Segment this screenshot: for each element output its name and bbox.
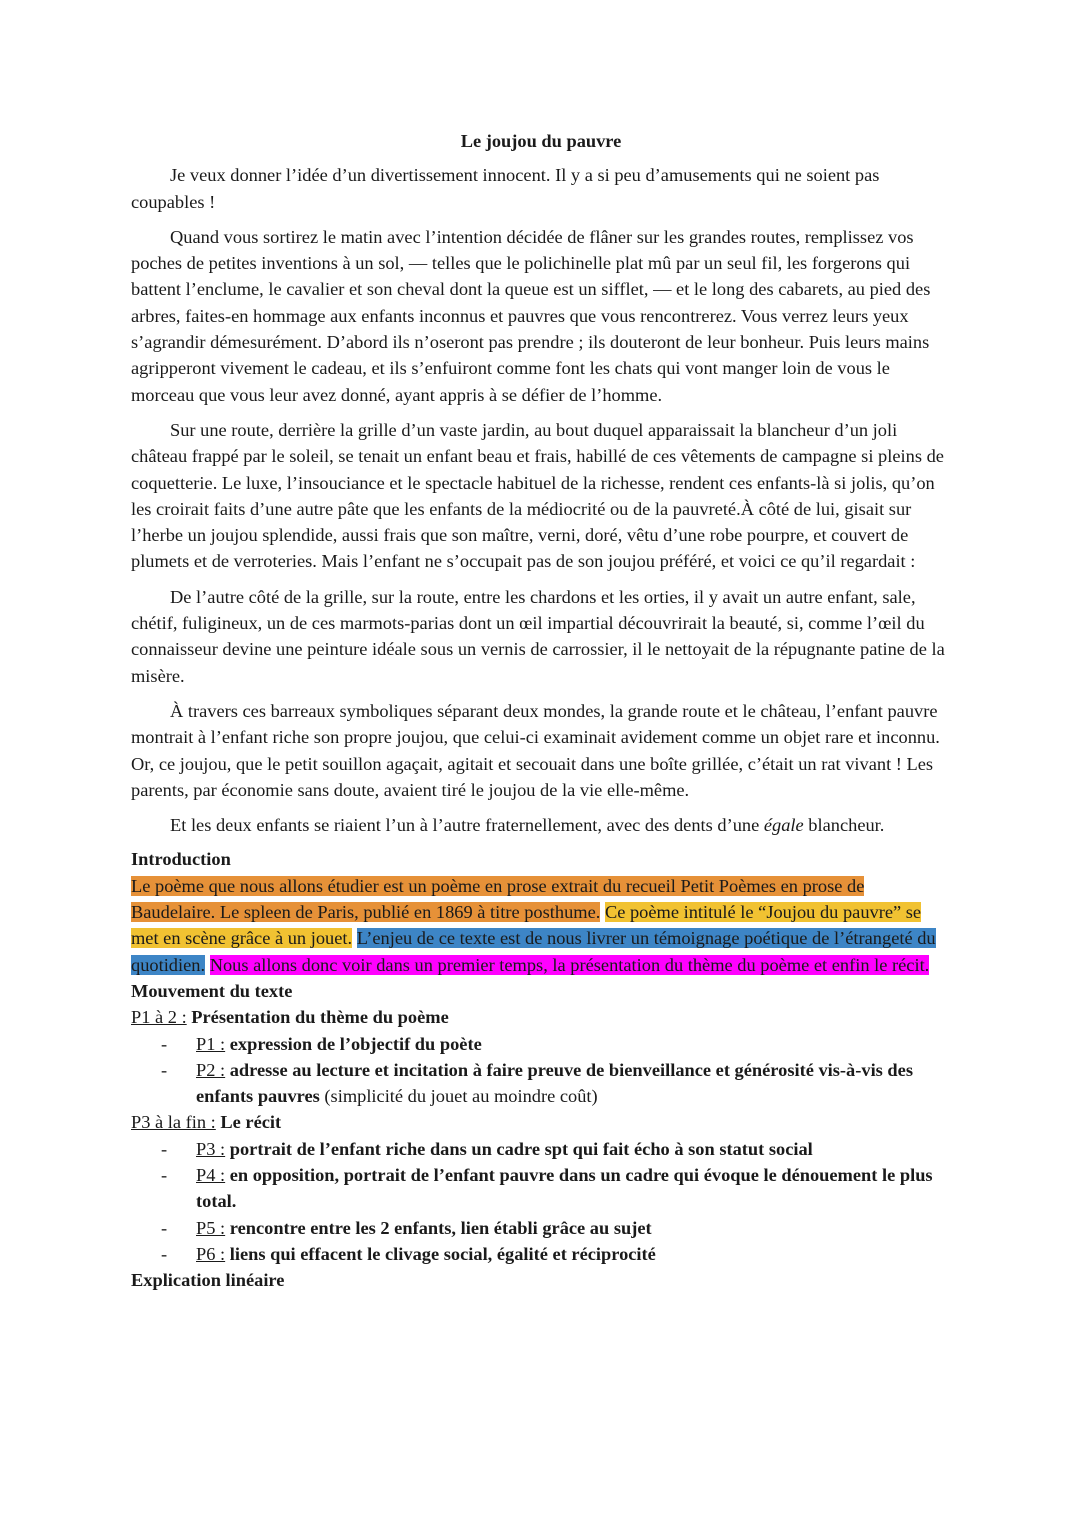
poem-paragraph-1: Je veux donner l’idée d’un divertissement innocent. Il y a si peu d’amusements qui ne soient pas coupables ! xyxy=(131,165,880,212)
list-item xyxy=(131,1031,951,1057)
introduction-heading: Introduction xyxy=(131,849,231,870)
poem-paragraph-4: De l’autre côté de la grille, sur la route, entre les chardons et les orties, il y avait un autre enfant, sale, chétif, fuligineux, un de ces marmots-parias dont un œil impartial découvrirait la beauté, si, comme l’œil du connaisseur devine une peinture idéale sous un vernis de carrossier, il le nettoyait de la répugnante patine de la misère. xyxy=(131,586,945,686)
bullet-dash: - xyxy=(161,1138,168,1159)
item-text: en opposition, portrait de l’enfant pauvre dans un cadre qui évoque le dénouement le plus total. xyxy=(196,1164,933,1212)
intro-highlight-blue: L’enjeu de ce texte est de nous livrer un témoignage poétique de l’étrangeté du quotidien. xyxy=(131,928,936,975)
list-item xyxy=(131,1162,951,1215)
list-item xyxy=(131,1136,951,1162)
mouvement-heading: Mouvement du texte xyxy=(131,980,293,1001)
section-1-list xyxy=(131,1031,951,1110)
poem-paragraph-5: À travers ces barreaux symboliques séparant deux mondes, la grande route et le château, l’enfant pauvre montrait à l’enfant riche son propre joujou, que celui-ci examinait avidement comme un objet rare et inconnu. Or, ce joujou, que le petit souillon agaçait, agitait et secouait dans une boîte grillée, c’était un rat vivant ! Les parents, par économie sans doute, avaient tiré le joujou de la vie elle-même. xyxy=(131,700,940,800)
list-item xyxy=(131,1215,951,1241)
poem-paragraph-6 xyxy=(131,812,951,838)
poem-paragraph-3: Sur une route, derrière la grille d’un vaste jardin, au bout duquel apparaissait la blancheur d’un joli château frappé par le soleil, se tenait un enfant beau et frais, habillé de ces vêtements de campagne si pleins de coquetterie. Le luxe, l’insouciance et le spectacle habituel de la richesse, rendent ces enfants-là si jolis, qu’on les croirait faits d’une autre pâte que les enfants de la médiocrité ou de la pauvreté.À côté de lui, gisait sur l’herbe un joujou splendide, aussi frais que son maître, verni, doré, vêtu d’une robe pourpre, et couvert de plumets et de verroteries. Mais l’enfant ne s’occupait pas de son joujou préféré, et voici ce qu’il regardait : xyxy=(131,419,944,572)
item-label: P5 : xyxy=(196,1217,226,1238)
section-1-label: P1 à 2 : xyxy=(131,1007,187,1028)
bullet-dash: - xyxy=(161,1217,168,1238)
section-2-title: Le récit xyxy=(215,1112,282,1133)
explication-heading: Explication linéaire xyxy=(131,1270,285,1291)
list-item xyxy=(131,1057,951,1110)
bullet-dash: - xyxy=(161,1243,168,1264)
section-1-line xyxy=(131,1004,951,1030)
bullet-dash: - xyxy=(161,1033,168,1054)
list-item xyxy=(131,1241,951,1267)
intro-highlight-orange: Le poème que nous allons étudier est un poème en prose extrait du recueil Petit Poèmes en prose de Baudelaire. Le spleen de Paris, publié en 1869 à titre posthume. xyxy=(131,875,865,923)
bullet-dash: - xyxy=(161,1164,168,1185)
poem-paragraph-6-start: Et les deux enfants se riaient l’un à l’autre fraternellement, avec des dents d’une xyxy=(170,815,764,836)
section-2-label: P3 à la fin : xyxy=(131,1112,216,1133)
poem-paragraph-6-italic: égale xyxy=(763,815,804,836)
item-label: P1 : xyxy=(196,1033,226,1054)
section-2-list xyxy=(131,1136,951,1267)
section-1-title: Présentation du thème du poème xyxy=(186,1007,449,1028)
section-2-line xyxy=(131,1109,951,1135)
document-page xyxy=(131,128,951,1293)
item-text: adresse au lecture et incitation à faire preuve de bienveillance et générosité vis-à-vis des enfants pauvres xyxy=(196,1059,913,1107)
intro-highlight-magenta: Nous allons donc voir dans un premier temps, la présentation du thème du poème et enfin le récit. xyxy=(209,954,930,975)
poem-title: Le joujou du pauvre xyxy=(460,131,622,151)
bullet-dash: - xyxy=(161,1059,168,1080)
introduction-text xyxy=(131,873,951,978)
item-text: liens qui effacent le clivage social, égalité et réciprocité xyxy=(225,1243,656,1264)
item-label: P6 : xyxy=(196,1243,226,1264)
item-text: portrait de l’enfant riche dans un cadre spt qui fait écho à son statut social xyxy=(225,1138,813,1159)
item-text: expression de l’objectif du poète xyxy=(225,1033,482,1054)
poem-paragraph-2: Quand vous sortirez le matin avec l’intention décidée de flâner sur les grandes routes, remplissez vos poches de petites inventions à un sol, — telles que le polichinelle plat mû par un seul fil, les forgerons qui battent l’enclume, le cavalier et son cheval dont la queue est un sifflet, — et le long des cabarets, au pied des arbres, faites-en hommage aux enfants inconnus et pauvres que vous rencontrerez. Vous verrez leurs yeux s’agrandir démesurément. D’abord ils n’oseront pas prendre ; ils douteront de leur bonheur. Puis leurs mains agripperont vivement le cadeau, et ils s’enfuiront comme font les chats qui vont manger loin de vous le morceau que vous leur avez donné, ayant appris à se défier de l’homme. xyxy=(131,226,931,405)
item-label: P2 : xyxy=(196,1059,226,1080)
item-text: rencontre entre les 2 enfants, lien établi grâce au sujet xyxy=(225,1217,652,1238)
item-label: P3 : xyxy=(196,1138,226,1159)
intro-highlight-yellow: Ce poème intitulé le “Joujou du pauvre” se met en scène grâce à un jouet. xyxy=(131,902,922,949)
item-label: P4 : xyxy=(196,1164,226,1185)
poem-paragraph-6-end: blancheur. xyxy=(803,815,885,836)
item-plain: (simplicité du jouet au moindre coût) xyxy=(319,1086,598,1107)
